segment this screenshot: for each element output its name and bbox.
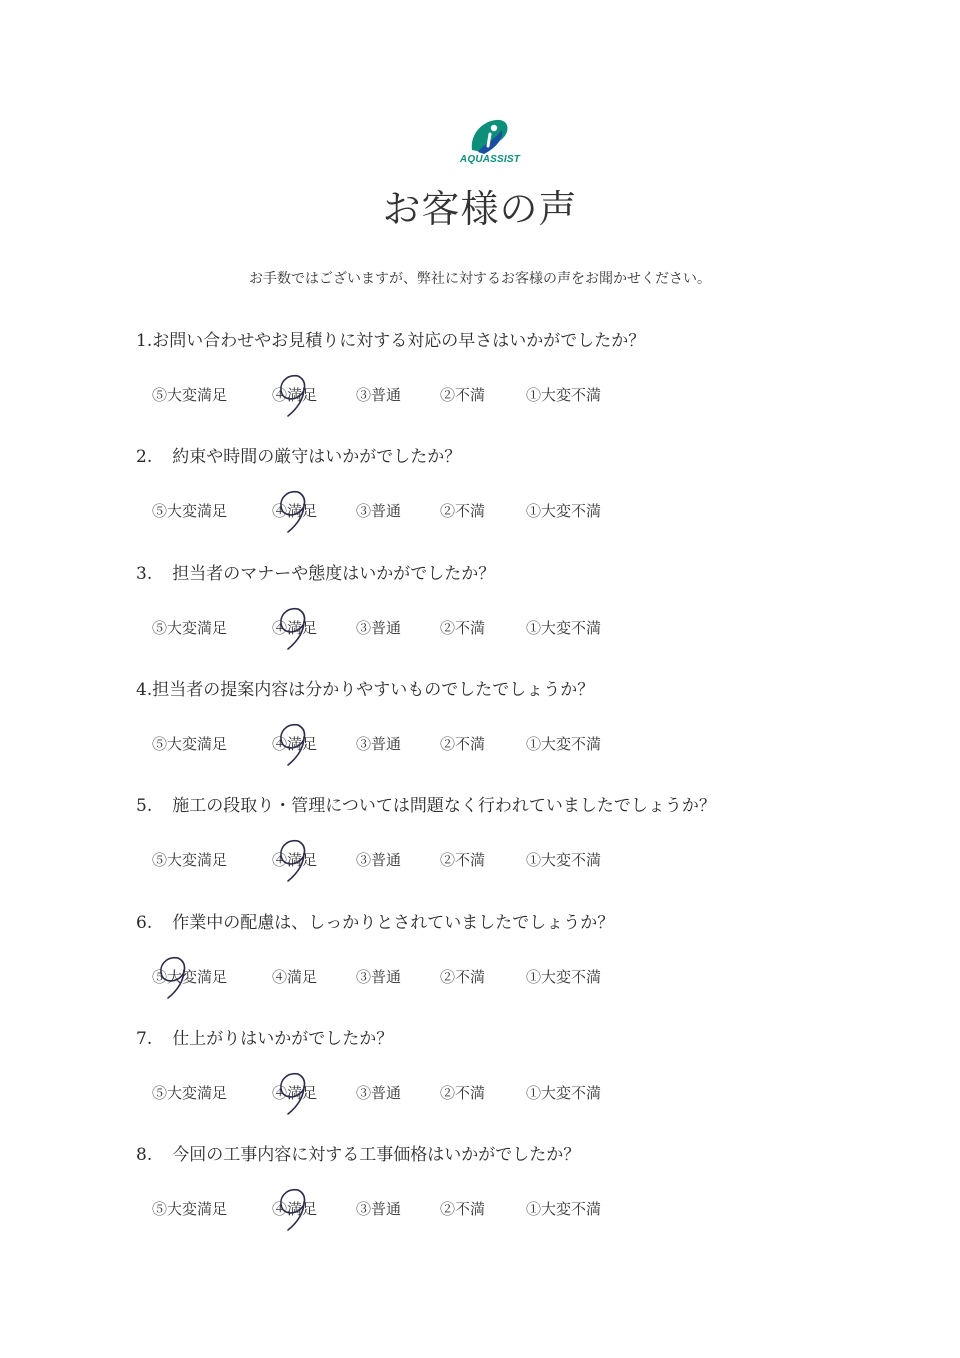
option-satisfied[interactable]: ④満足 <box>272 386 318 404</box>
question-text: お問い合わせやお見積りに対する対応の早さはいかがでしたか？ <box>152 331 646 351</box>
rating-options-row <box>152 617 672 641</box>
option-satisfied[interactable]: ④満足 <box>272 968 318 986</box>
question-3 <box>136 559 495 584</box>
handwritten-circle-mark <box>276 721 316 769</box>
option-dissatisfied[interactable]: ②不満 <box>440 1084 486 1102</box>
question-5 <box>136 791 716 816</box>
option-very-dissatisfied[interactable]: ①大変不満 <box>526 386 602 404</box>
question-7 <box>136 1024 393 1049</box>
intro-text: お手数ではございますが、弊社に対するお客様の声をお聞かせください。 <box>249 271 711 287</box>
question-number: 8. <box>136 1145 153 1165</box>
option-very-dissatisfied[interactable]: ①大変不満 <box>526 1200 602 1218</box>
question-number: 3. <box>136 564 153 584</box>
rating-options-row <box>152 849 672 873</box>
handwritten-circle-mark <box>276 1070 316 1118</box>
option-very-dissatisfied[interactable]: ①大変不満 <box>526 968 602 986</box>
option-neutral[interactable]: ③普通 <box>356 968 402 986</box>
option-neutral[interactable]: ③普通 <box>356 1084 402 1102</box>
logo-text: AQUASSIST <box>459 154 521 165</box>
option-satisfied[interactable]: ④満足 <box>272 851 318 869</box>
option-very-satisfied[interactable]: ⑤大変満足 <box>152 619 228 637</box>
question-number: 1. <box>136 331 153 351</box>
option-dissatisfied[interactable]: ②不満 <box>440 1200 486 1218</box>
handwritten-circle-mark <box>276 1186 316 1234</box>
question-text: 作業中の配慮は、しっかりとされていましたでしょうか？ <box>172 913 615 933</box>
option-very-dissatisfied[interactable]: ①大変不満 <box>526 851 602 869</box>
question-text: 仕上がりはいかがでしたか？ <box>172 1029 394 1049</box>
handwritten-circle-mark <box>276 837 316 885</box>
question-2 <box>136 442 461 467</box>
option-neutral[interactable]: ③普通 <box>356 1200 402 1218</box>
rating-options-row <box>152 1082 672 1106</box>
option-neutral[interactable]: ③普通 <box>356 502 402 520</box>
option-very-satisfied[interactable]: ⑤大変満足 <box>152 502 228 520</box>
option-dissatisfied[interactable]: ②不満 <box>440 502 486 520</box>
option-very-dissatisfied[interactable]: ①大変不満 <box>526 619 602 637</box>
question-number: 2. <box>136 447 153 467</box>
aquassist-logo <box>452 116 528 174</box>
question-text: 担当者の提案内容は分かりやすいものでしたでしょうか？ <box>152 680 595 700</box>
page-title: お客様の声 <box>382 187 578 231</box>
handwritten-circle-mark <box>276 488 316 536</box>
option-neutral[interactable]: ③普通 <box>356 386 402 404</box>
question-6 <box>136 908 614 933</box>
option-very-satisfied[interactable]: ⑤大変満足 <box>152 851 228 869</box>
option-very-satisfied[interactable]: ⑤大変満足 <box>152 735 228 753</box>
option-very-satisfied[interactable]: ⑤大変満足 <box>152 968 228 986</box>
option-very-satisfied[interactable]: ⑤大変満足 <box>152 1084 228 1102</box>
question-1 <box>136 326 645 351</box>
option-very-satisfied[interactable]: ⑤大変満足 <box>152 386 228 404</box>
rating-options-row <box>152 966 672 990</box>
rating-options-row <box>152 500 672 524</box>
question-text: 約束や時間の厳守はいかがでしたか？ <box>172 447 462 467</box>
question-4 <box>136 675 594 700</box>
option-satisfied[interactable]: ④満足 <box>272 619 318 637</box>
question-number: 4. <box>136 680 153 700</box>
option-very-dissatisfied[interactable]: ①大変不満 <box>526 1084 602 1102</box>
option-neutral[interactable]: ③普通 <box>356 851 402 869</box>
option-satisfied[interactable]: ④満足 <box>272 1200 318 1218</box>
option-neutral[interactable]: ③普通 <box>356 735 402 753</box>
option-dissatisfied[interactable]: ②不満 <box>440 619 486 637</box>
rating-options-row <box>152 1198 672 1222</box>
option-dissatisfied[interactable]: ②不満 <box>440 735 486 753</box>
handwritten-circle-mark <box>276 605 316 653</box>
aquassist-logo-mark <box>468 116 512 156</box>
question-8 <box>136 1140 580 1165</box>
handwritten-circle-mark <box>276 372 316 420</box>
option-dissatisfied[interactable]: ②不満 <box>440 851 486 869</box>
rating-options-row <box>152 733 672 757</box>
question-text: 今回の工事内容に対する工事価格はいかがでしたか？ <box>172 1145 581 1165</box>
option-very-dissatisfied[interactable]: ①大変不満 <box>526 735 602 753</box>
handwritten-circle-mark <box>156 954 196 1002</box>
question-number: 6. <box>136 913 153 933</box>
option-dissatisfied[interactable]: ②不満 <box>440 968 486 986</box>
option-satisfied[interactable]: ④満足 <box>272 735 318 753</box>
option-neutral[interactable]: ③普通 <box>356 619 402 637</box>
option-very-dissatisfied[interactable]: ①大変不満 <box>526 502 602 520</box>
question-text: 施工の段取り・管理については問題なく行われていましたでしょうか？ <box>172 796 716 816</box>
question-number: 7. <box>136 1029 153 1049</box>
option-satisfied[interactable]: ④満足 <box>272 502 318 520</box>
option-satisfied[interactable]: ④満足 <box>272 1084 318 1102</box>
option-dissatisfied[interactable]: ②不満 <box>440 386 486 404</box>
option-very-satisfied[interactable]: ⑤大変満足 <box>152 1200 228 1218</box>
question-number: 5. <box>136 796 153 816</box>
rating-options-row <box>152 384 672 408</box>
question-text: 担当者のマナーや態度はいかがでしたか？ <box>172 564 496 584</box>
